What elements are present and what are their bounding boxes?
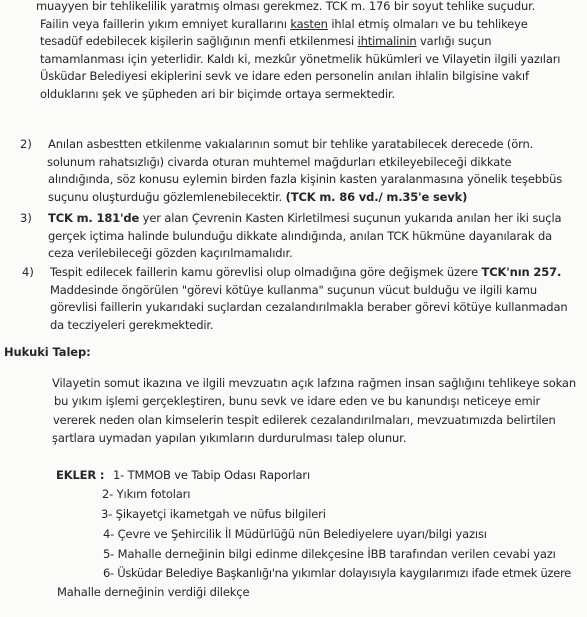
- list-item-2: [48, 136, 562, 206]
- text-line: da tecziyeleri gerekmektedir.: [50, 317, 214, 332]
- text-line: [40, 33, 560, 51]
- item-number: 3): [20, 211, 32, 225]
- text-line: Üsküdar Belediyesi ekiplerini sevk ve idare eden personelin anılan ihlalin bilgisine vakıf: [40, 69, 529, 84]
- paragraph-continuation: [36, 0, 561, 104]
- ekler-continuation: Mahalle derneğinin verdiği dilekçe: [57, 585, 250, 599]
- text-line: şartlara uymadan yapılan yıkımların durdurulması talep olunur.: [52, 431, 407, 446]
- paragraph-talep: [52, 374, 576, 448]
- text-line: [48, 189, 562, 207]
- text-line: gerçek içtima halinde bulunduğu dikkate alındığında, anılan TCK hükmüne dayanılarak da: [48, 228, 552, 243]
- text-line: solunum rahatsızlığı) civarda oturan muhtemel mağdurları etkileyebileceği dikkate: [47, 154, 512, 169]
- ekler-item: 6- Üsküdar Belediye Başkanlığı'na yıkımlar dolayısıyla kaygılarımızı ifade etmek üzere: [103, 566, 571, 580]
- text-line: [50, 264, 568, 282]
- underlined-word: ihtimalinin: [357, 34, 417, 49]
- text-line: alındığında, söz konusu eylemin birden fazla kişinin kasten yaralanmasına yönelik teşebbüs: [48, 172, 563, 187]
- list-item-4: [50, 264, 568, 334]
- text-run: ihlal etmiş olmaları ve bu tehlikeye: [327, 16, 528, 31]
- text-line: Anılan asbestten etkilenme vakıalarının somut bir tehlike yaratabilecek derecede (örn.: [48, 137, 534, 151]
- text-line: olduklarını şek ve şüpheden ari bir biçimde ortaya sermektedir.: [40, 86, 396, 101]
- text-run: Tespit edilecek faillerin kamu görevlisi olup olmadığına göre değişmek üzere: [50, 265, 482, 279]
- underlined-word: kasten: [290, 16, 328, 31]
- text-line: ceza verilebileceği gözden kaçırılmamalıdır.: [48, 246, 293, 261]
- bold-citation: TCK m. 181'de: [48, 211, 140, 225]
- text-line: muayyen bir tehlikelilik yaratmış olması gerekmez. TCK m. 176 bir soyut tehlike suçudur.: [36, 0, 536, 13]
- text-line: Vilayetin somut ikazına ve ilgili mevzuatın açık lafzına rağmen insan sağlığını tehlikeye sokan: [52, 376, 576, 390]
- list-item-3: [48, 210, 561, 263]
- text-line: tamamlanması için yeterlidir. Kaldı ki, mezkûr yönetmelik hükümleri ve Vilayetin ilgili yazıları: [40, 51, 561, 66]
- ekler-item: 2- Yıkım fotoları: [102, 487, 191, 501]
- text-run: tesadüf edebilecek kişilerin sağlığının menfi etkilenmesi: [40, 34, 358, 49]
- ekler-item: 5- Mahalle derneğinin bilgi edinme dilekçesine İBB tarafından verilen cevabi yazı: [103, 547, 556, 561]
- text-line: vererek neden olan kimselerin tespit edilerek cezalandırılmaları, mevzuatımızda belirtilen: [53, 412, 556, 427]
- text-run: varlığı suçun: [416, 34, 492, 49]
- text-run: suçunu oluşturduğu gözlemlenebilecektir.: [48, 189, 286, 204]
- text-line: görevlisi faillerin yukarıdaki suçlardan cezalandırılmakla beraber görevi kötüye kullanmadan: [50, 300, 568, 315]
- bold-citation: (TCK m. 86 vd./ m.35'e sevk): [285, 189, 468, 204]
- ekler-label: EKLER :: [56, 468, 105, 482]
- section-heading: Hukuki Talep:: [4, 345, 91, 359]
- text-line: Maddesinde öngörülen "görevi kötüye kullanma" suçunun vücut bulduğu ve ilgili kamu: [50, 282, 538, 297]
- ekler-item: 4- Çevre ve Şehircilik İl Müdürlüğü nün Belediyelere uyarı/bilgi yazısı: [103, 527, 487, 541]
- text-run: yer alan Çevrenin Kasten Kirletilmesi suçunun yukarıda anılan her iki suçla: [139, 211, 562, 225]
- text-line: [48, 210, 561, 228]
- ekler-item: 3- Şikayetçi ikametgah ve nüfus bilgileri: [101, 507, 326, 521]
- ekler-item: 1- TMMOB ve Tabip Odası Raporları: [113, 468, 311, 482]
- item-number: 2): [20, 137, 32, 151]
- text-line: bu yıkım işlemi gerçekleştiren, bunu sevk ve idare eden ve bu kanundışı neticeye emir: [54, 394, 541, 409]
- item-number: 4): [22, 265, 34, 279]
- text-line: [40, 16, 560, 34]
- text-run: Failin veya faillerin yıkım emniyet kurallarını: [40, 16, 291, 31]
- bold-citation: TCK'nın 257.: [481, 265, 562, 279]
